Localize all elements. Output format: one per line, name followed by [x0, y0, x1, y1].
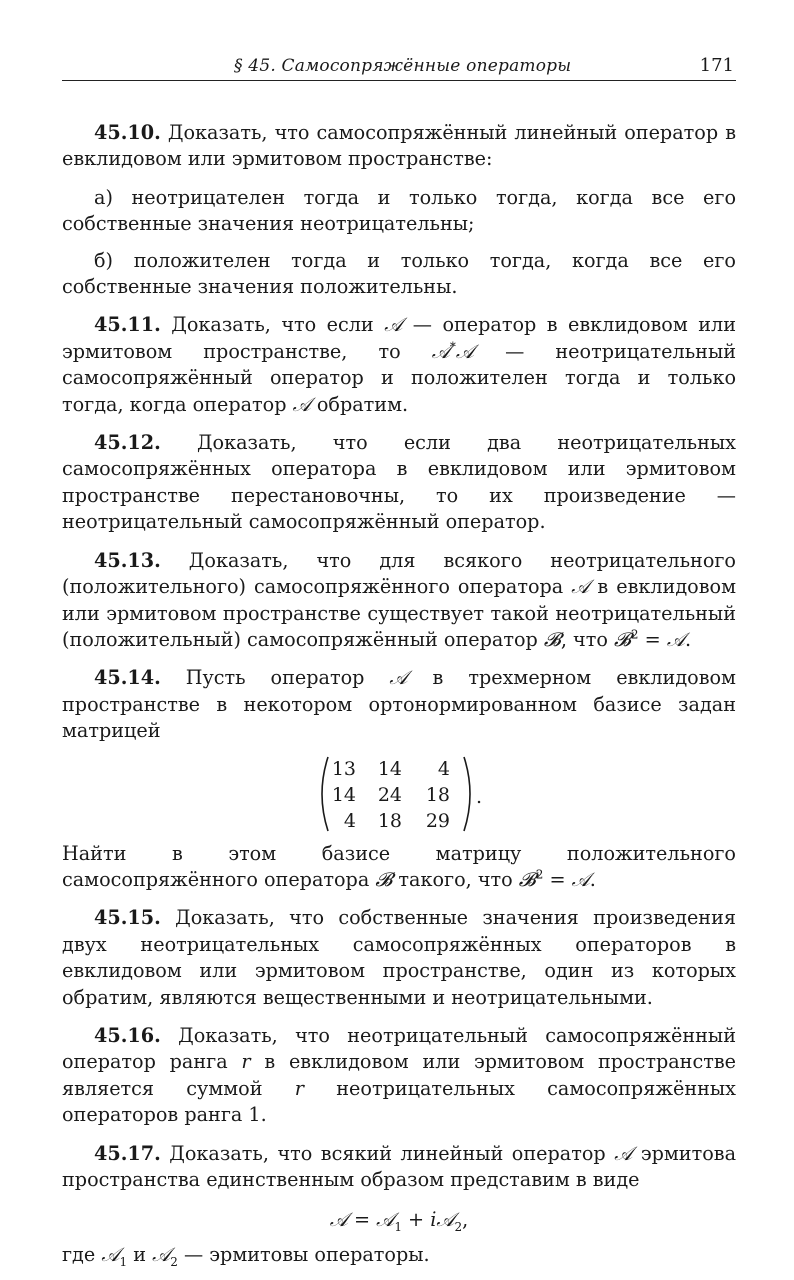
- section-title: § 45. Самосопряжённые операторы: [234, 56, 572, 76]
- operator-A1: 𝒜: [101, 1242, 120, 1266]
- problem-number: 45.14.: [94, 666, 161, 690]
- problem-text: Пусть оператор: [185, 666, 390, 690]
- matrix-cell: 4: [343, 809, 356, 832]
- problem-text: обратим.: [310, 392, 409, 416]
- plus-sign: +: [401, 1208, 431, 1232]
- rank-r: r: [241, 1050, 251, 1074]
- equals-sign: =: [543, 867, 572, 891]
- running-header: [62, 54, 736, 81]
- problem-text: неотрицательных самосопряжённых операторов ранга 1.: [62, 1076, 736, 1127]
- matrix: [314, 753, 484, 835]
- operator-A: 𝒜: [292, 392, 311, 416]
- matrix-cell: 4: [437, 757, 450, 780]
- matrix-cell: 29: [425, 809, 450, 832]
- operator-A2: 𝒜: [436, 1208, 455, 1232]
- problem-45-14-task: [62, 841, 736, 894]
- operator-B: 𝓑: [543, 627, 561, 651]
- problem-text: Найти в этом базисе матрицу положительного самосопряжённого оператора: [62, 841, 736, 891]
- problem-text: Доказать, что собственные значения произведения двух неотрицательных самосопряжённых операторов в евклидовом или эрмитовом пространстве, один из которых обратим, являются вещественными и неотрицательными.: [62, 906, 736, 1009]
- subscript-2: 2: [454, 1220, 463, 1235]
- problem-text: и: [127, 1242, 153, 1266]
- problem-text: Доказать, что самосопряжённый линейный оператор в евклидовом или эрмитовом пространстве:: [62, 121, 736, 171]
- operator-B: 𝓑: [613, 627, 631, 651]
- operator-A: 𝒜: [431, 339, 450, 363]
- problem-number: 45.13.: [94, 548, 161, 572]
- page-body: [62, 120, 736, 1280]
- problem-text: Доказать, что неотрицательный самосопряжённый оператор ранга: [62, 1023, 736, 1074]
- problem-number: 45.10.: [94, 121, 161, 144]
- operator-A: 𝒜: [455, 339, 475, 363]
- subscript-1: 1: [119, 1254, 128, 1269]
- subscript-1: 1: [394, 1220, 402, 1235]
- matrix-period: .: [475, 785, 482, 808]
- problem-45-15: [62, 905, 736, 1011]
- problem-text: в трехмерном евклидовом пространстве в некотором ортонормированном базисе задан матрицей: [62, 666, 736, 743]
- problem-number: 45.17.: [94, 1141, 161, 1165]
- rank-r: r: [294, 1076, 304, 1100]
- matrix-cell: 18: [425, 783, 450, 806]
- problem-text: такого, что: [392, 867, 519, 891]
- problem-text: Доказать, что для всякого неотрицательного (положительного) самосопряжённого оператора: [62, 548, 736, 599]
- period: .: [589, 867, 596, 891]
- operator-A: 𝒜: [614, 1141, 633, 1165]
- operator-A1: 𝒜: [376, 1208, 395, 1232]
- operator-A: 𝒜: [384, 313, 403, 337]
- problem-text: — неотрицательный самосопряжённый оператор и положителен тогда и только тогда, когда оператор: [62, 339, 736, 416]
- problem-text: — оператор в евклидовом или эрмитовом пространстве, то: [62, 313, 737, 363]
- equals-sign: =: [638, 627, 667, 651]
- problem-number: 45.16.: [94, 1023, 161, 1047]
- operator-B: 𝓑: [375, 867, 393, 891]
- problem-number: 45.12.: [94, 431, 161, 455]
- comma: ,: [462, 1208, 469, 1232]
- problem-45-10-b: б) положителен тогда и только тогда, когда все его собственные значения положительны.: [62, 248, 736, 299]
- problem-text: в евклидовом или эрмитовом пространстве существует такой неотрицательный (положительный) самосопряжённый оператор: [62, 575, 736, 651]
- operator-A: 𝒜: [571, 575, 590, 599]
- subscript-2: 2: [170, 1254, 178, 1269]
- problem-45-17-tail: [62, 1242, 736, 1268]
- problem-text: — эрмитовы операторы.: [177, 1242, 430, 1266]
- problem-45-11: [62, 312, 736, 418]
- problem-text: , что: [560, 627, 614, 651]
- left-paren: [322, 757, 328, 831]
- problem-text: Доказать, что если: [171, 313, 385, 337]
- problem-45-17: [62, 1141, 736, 1194]
- matrix-cell: 14: [331, 783, 356, 806]
- problem-text: в евклидовом или эрмитовом пространстве является суммой: [62, 1050, 736, 1100]
- star-superscript: *: [449, 339, 456, 354]
- matrix-cell: 24: [377, 783, 402, 806]
- matrix-display: [62, 753, 736, 835]
- problem-text: эрмитова пространства единственным образом представим в виде: [62, 1141, 737, 1191]
- problem-number: 45.15.: [94, 906, 161, 930]
- imaginary-unit: i: [430, 1208, 437, 1232]
- matrix-cell: 14: [377, 757, 402, 780]
- equals-sign: =: [347, 1208, 377, 1232]
- matrix-cell: 13: [331, 757, 356, 780]
- operator-A: 𝒜: [389, 666, 408, 690]
- operator-A: 𝒜: [329, 1208, 348, 1232]
- problem-text: Доказать, что всякий линейный оператор: [169, 1141, 615, 1165]
- problem-45-13: [62, 548, 736, 654]
- period: .: [685, 627, 692, 651]
- square-superscript: 2: [535, 867, 544, 882]
- page-number: 171: [699, 55, 734, 76]
- operator-A: 𝒜: [571, 867, 590, 891]
- problem-45-12: [62, 430, 736, 536]
- problem-45-16: [62, 1023, 736, 1129]
- operator-A2: 𝒜: [152, 1242, 171, 1266]
- problem-number: 45.11.: [94, 313, 161, 337]
- problem-45-14: [62, 665, 736, 744]
- operator-B: 𝓑: [518, 867, 536, 891]
- operator-A: 𝒜: [666, 627, 685, 651]
- right-paren: [464, 757, 470, 831]
- problem-45-10: [62, 120, 736, 173]
- problem-45-10-a: а) неотрицателен тогда и только тогда, когда все его собственные значения неотрицательны;: [62, 185, 736, 236]
- problem-text: Доказать, что если два неотрицательных самосопряжённых оператора в евклидовом или эрмитовом пространстве перестановочны, то их произведение — неотрицательный самосопряжённый оператор.: [62, 431, 736, 534]
- square-superscript: 2: [630, 627, 639, 642]
- problem-text: где: [62, 1242, 102, 1266]
- matrix-cell: 18: [377, 809, 402, 832]
